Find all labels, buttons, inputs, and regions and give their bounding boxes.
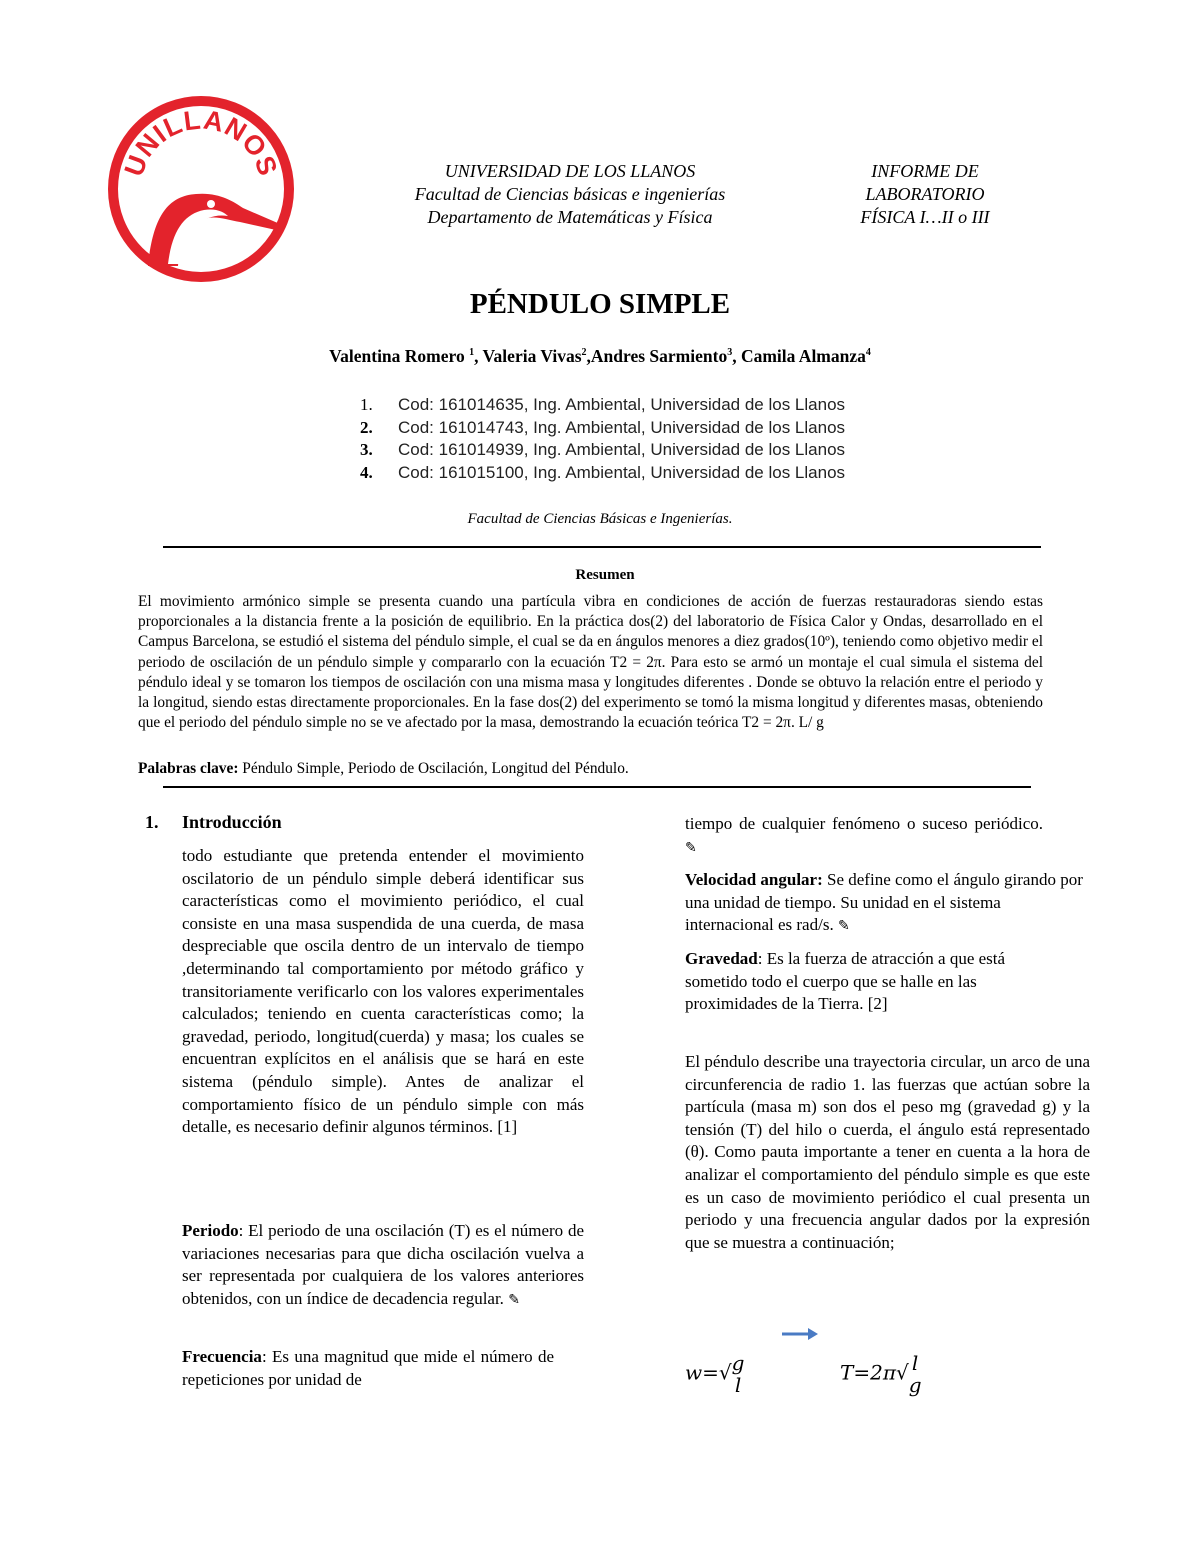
- author-sup: 3: [727, 347, 733, 359]
- keywords: [138, 760, 1043, 778]
- affiliation-text: Cod: 161014743, Ing. Ambiental, Universidad de los Llanos: [398, 417, 846, 437]
- gravedad-text: : Es la fuerza de atracción a que está sometido todo el cuerpo que se halle en las proximidades de la Tierra. [2]: [685, 949, 1006, 1014]
- report-header: [830, 160, 1020, 229]
- affiliation-text: Cod: 161014939, Ing. Ambiental, Universidad de los Llanos: [398, 440, 846, 459]
- author-name: , Valeria Vivas: [474, 346, 582, 366]
- abstract-heading: Resumen: [575, 567, 635, 583]
- report-line-2: LABORATORIO: [865, 184, 985, 204]
- fraction: [909, 1352, 922, 1396]
- formula-t-lhs: T=2π√: [840, 1360, 909, 1385]
- university-name: UNIVERSIDAD DE LOS LLANOS: [444, 161, 696, 181]
- pencil-icon: ✎: [685, 839, 697, 856]
- gravedad-paragraph: [685, 948, 1065, 1016]
- affiliation-number: 1.: [360, 395, 373, 414]
- affiliation-text: Cod: 161015100, Ing. Ambiental, Universidad de los Llanos: [398, 462, 846, 482]
- frecuencia-continuation: [685, 813, 1043, 859]
- abstract-text: El movimiento armónico simple se presenta cuando una partícula vibra en condiciones de acción de fuerzas restauradoras siendo estas proporcionales a la distancia frente a la posición de equilibrio. En la práctica dos(2) del laboratorio de Física Calor y Ondas, desarrollado en el Campus Barcelona, se estudió el sistema del péndulo simple, el cual se da en ángulos menores a diez grados(10º), teniendo como objetivo medir el periodo de oscilación de un péndulo simple y compararlo con la ecuación T2 = 2π. Para esto se armó un montaje el cual simula el sistema del péndulo ideal y se tomaron los tiempos de oscilación con una misma masa y longitudes diferentes . Donde se obtuvo la relación entre el periodo y la longitud, siendo estas directamente proporcionales. En la fase dos(2) del experimento se tomó la misma longitud y diferentes masas, obteniendo que el periodo del péndulo simple no se ve afectado por la masa, demostrando la ecuación teórica T2 = 2π. L/ g: [138, 593, 1043, 732]
- affiliation-list: [360, 394, 920, 484]
- frecuencia-text: : Es una magnitud que mide el número de repeticiones por unidad de: [182, 1347, 554, 1389]
- section-title: Introducción: [182, 812, 282, 832]
- term-gravedad: Gravedad: [685, 949, 758, 968]
- affiliation-item: [360, 439, 920, 462]
- fraction: [732, 1352, 745, 1396]
- divider: [163, 786, 1031, 788]
- author-sup: 2: [581, 347, 587, 359]
- formula-period: [840, 1352, 922, 1396]
- section-heading: [145, 812, 282, 833]
- frecuencia-paragraph: [182, 1346, 554, 1391]
- pendulo-paragraph: El péndulo describe una trayectoria circular, un arco de una circunferencia de radio 1. las fuerzas que actúan sobre la partícula (masa m) son dos el peso mg (gravedad g) y la tensión (T) del hilo o cuerda, el ángulo está representado (θ). Como pauta importante a tener en cuenta a la hora de analizar el comportamiento del péndulo simple es que este es un caso de movimiento periódico el cual presenta un periodo y una frecuencia angular dados por la expresión que se muestra a continuación;: [685, 1052, 1090, 1252]
- pencil-icon: ✎: [837, 918, 850, 935]
- report-line-3: FÍSICA I…II o III: [860, 207, 990, 227]
- unillanos-logo: [108, 96, 294, 282]
- arrow-right-icon: [780, 1326, 820, 1342]
- affiliation-item: [360, 394, 920, 417]
- pencil-icon: ✎: [508, 1291, 520, 1308]
- numerator: g: [731, 1351, 745, 1375]
- paper-title: PÉNDULO SIMPLE: [469, 288, 731, 320]
- department-name: Departamento de Matemáticas y Física: [427, 207, 713, 227]
- report-line-1: INFORME DE: [871, 161, 979, 181]
- faculty-line: Facultad de Ciencias Básicas e Ingenierías.: [467, 511, 733, 527]
- velocidad-paragraph: [685, 869, 1085, 938]
- faculty-name: Facultad de Ciencias básicas e ingenierías: [414, 184, 726, 204]
- periodo-text: : El periodo de una oscilación (T) es el número de variaciones necesarias para que dicha oscilación vuelva a ser representada por cualquiera de los valores anteriores obtenidos, con un índice de decadencia regular.: [182, 1221, 584, 1308]
- author-list: [0, 346, 1200, 367]
- keywords-label: Palabras clave:: [138, 760, 239, 777]
- denominator: g: [908, 1373, 922, 1397]
- affiliation-item: [360, 417, 920, 440]
- author-name: , Camila Almanza: [732, 346, 866, 366]
- affiliation-number: 4.: [360, 462, 373, 482]
- affiliation-text: Cod: 161014635, Ing. Ambiental, Universidad de los Llanos: [398, 395, 846, 414]
- formula-w-lhs: w=√: [685, 1360, 732, 1385]
- university-header: [360, 160, 780, 229]
- affiliation-number: 2.: [360, 417, 373, 437]
- periodo-paragraph: [182, 1220, 584, 1311]
- keywords-text: Péndulo Simple, Periodo de Oscilación, Longitud del Péndulo.: [238, 760, 629, 777]
- intro-paragraph: todo estudiante que pretenda entender el movimiento oscilatorio de un péndulo simple deberá identificar sus características como el movimiento periódico, el cual consiste en una masa suspendida de una cuerda, de masa despreciable que oscila dentro de un intervalo de tiempo ,determinando tal comportamiento por método gráfico y transitoriamente verificarlo con los valores experimentales calculados; teniendo en cuenta características como; la gravedad, periodo, longitud(cuerda) y masa; los cuales se encuentran explícitos en el análisis que se hará en este sistema (péndulo simple). Antes de analizar el comportamiento físico de un péndulo simple con más detalle, es necesario definir algunos términos. [1]: [182, 846, 584, 1137]
- term-periodo: Periodo: [182, 1221, 239, 1240]
- divider: [163, 546, 1041, 548]
- formula-angular-velocity: [685, 1352, 744, 1396]
- term-frecuencia: Frecuencia: [182, 1347, 262, 1366]
- section-number: 1.: [145, 812, 159, 832]
- author-sup: 1: [469, 347, 475, 359]
- affiliation-number: 3.: [360, 440, 373, 459]
- author-sup: 4: [865, 347, 871, 359]
- author-name: Valentina Romero: [329, 346, 470, 366]
- denominator: l: [734, 1373, 742, 1397]
- author-name: ,Andres Sarmiento: [586, 346, 728, 366]
- term-velocidad: Velocidad angular:: [685, 870, 823, 889]
- numerator: l: [911, 1351, 919, 1375]
- frecuencia-cont-text: tiempo de cualquier fenómeno o suceso periódico.: [685, 814, 1043, 833]
- affiliation-item: [360, 462, 920, 485]
- velocidad-text: Se define como el ángulo girando por una unidad de tiempo. Su unidad en el sistema internacional es rad/s.: [685, 870, 1083, 935]
- svg-text:UNILLANOS: UNILLANOS: [118, 104, 284, 181]
